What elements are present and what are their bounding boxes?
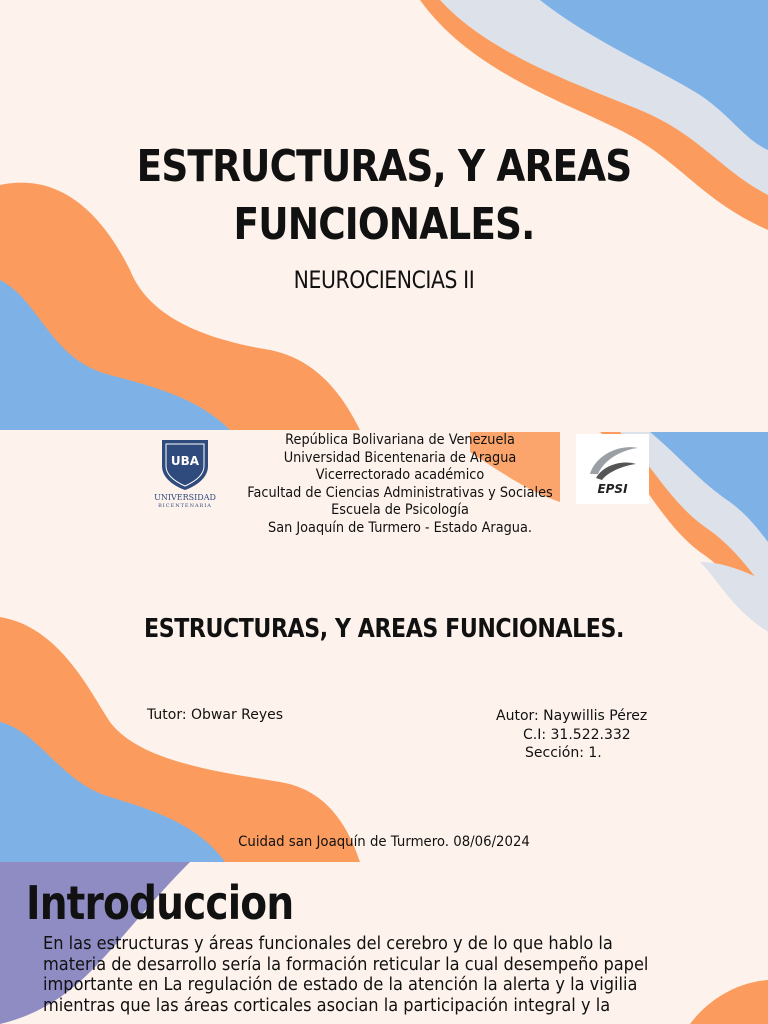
uba-caption-2: BICENTENARIA (158, 503, 212, 509)
intro-title: Introduccion (26, 876, 294, 930)
institution-line: San Joaquín de Turmero - Estado Aragua. (268, 519, 532, 536)
title-slide (0, 0, 768, 430)
place-date: Cuidad san Joaquín de Turmero. 08/06/2024 (238, 834, 530, 850)
institution-line: Vicerrectorado académico (315, 467, 485, 483)
author-name: Autor: Naywillis Pérez (496, 708, 648, 724)
institution-line: Universidad Bicentenaria de Aragua (283, 449, 517, 466)
author-id: C.I: 31.522.332 (523, 726, 631, 743)
institution-line: Facultad de Ciencias Administrativas y Sociales (247, 484, 553, 501)
cover-slide (0, 432, 768, 862)
uba-caption-1: UNIVERSIDAD (154, 493, 216, 502)
cover-title: ESTRUCTURAS, Y AREAS FUNCIONALES. (144, 614, 624, 644)
author-info (496, 707, 647, 763)
slide-subtitle: NEUROCIENCIAS II (293, 266, 475, 294)
epsi-text: EPSI (597, 482, 628, 496)
institution-header (207, 432, 593, 537)
uba-shield-text: UBA (170, 454, 200, 468)
slide-title (58, 138, 711, 254)
epsi-logo (576, 434, 649, 504)
tutor-name: Tutor: Obwar Reyes (147, 707, 284, 723)
institution-line: República Bolivariana de Venezuela (285, 432, 515, 448)
title-line-1: ESTRUCTURAS, Y AREAS (136, 141, 632, 192)
intro-slide (0, 862, 768, 1024)
title-line-2: FUNCIONALES. (233, 199, 535, 250)
intro-body: En las estructuras y áreas funcionales del cerebro y de lo que hablo la materia de desarrollo sería la formación reticular la cual desempeño papel importante en La regulación de estado de la atención la alerta y la vigilia mientras que las áreas corticales asocian la participación integral y la (43, 933, 649, 1016)
institution-line: Escuela de Psicología (331, 502, 469, 518)
author-section: Sección: 1. (525, 745, 602, 761)
